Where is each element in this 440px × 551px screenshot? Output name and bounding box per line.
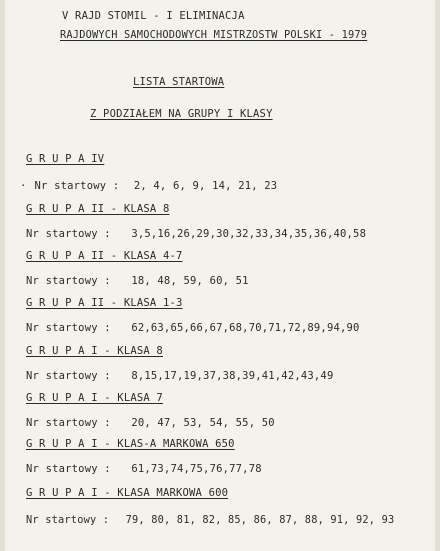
start-numbers: 79, 80, 81, 82, 85, 86, 87, 88, 91, 92, 93 bbox=[125, 514, 395, 526]
start-numbers: 3,5,16,26,29,30,32,33,34,35,36,40,58 bbox=[131, 228, 367, 240]
start-number-row bbox=[26, 463, 262, 475]
start-number-label: Nr startowy : bbox=[26, 417, 111, 429]
start-numbers: 2, 4, 6, 9, 14, 21, 23 bbox=[133, 180, 278, 192]
start-number-label: Nr startowy : bbox=[26, 228, 111, 240]
start-numbers: 18, 48, 59, 60, 51 bbox=[131, 275, 249, 287]
group-heading: G R U P A I - KLASA 7 bbox=[26, 392, 163, 404]
group-heading: G R U P A I - KLASA MARKOWA 600 bbox=[26, 487, 229, 499]
group-heading: G R U P A I - KLASA 8 bbox=[26, 345, 163, 357]
group-heading: G R U P A II - KLASA 1-3 bbox=[26, 297, 183, 309]
list-subtitle: Z PODZIAŁEM NA GRUPY I KLASY bbox=[90, 108, 273, 120]
start-number-row bbox=[26, 228, 366, 240]
group-heading: G R U P A IV bbox=[26, 153, 105, 165]
header-line-2: RAJDOWYCH SAMOCHODOWYCH MISTRZOSTW POLSKI - 1979 bbox=[60, 29, 368, 41]
start-numbers: 20, 47, 53, 54, 55, 50 bbox=[131, 417, 275, 429]
start-numbers: 62,63,65,66,67,68,70,71,72,89,94,90 bbox=[131, 322, 360, 334]
start-number-row bbox=[26, 275, 249, 287]
start-number-row bbox=[26, 417, 275, 429]
right-page-edge bbox=[435, 0, 440, 551]
left-page-edge bbox=[0, 0, 5, 551]
start-number-label: Nr startowy : bbox=[26, 514, 110, 526]
group-heading: G R U P A II - KLASA 8 bbox=[26, 203, 170, 215]
list-title: LISTA STARTOWA bbox=[133, 76, 225, 88]
start-number-label: Nr startowy : bbox=[26, 370, 111, 382]
start-numbers: 8,15,17,19,37,38,39,41,42,43,49 bbox=[131, 370, 334, 382]
start-number-label: Nr startowy : bbox=[26, 275, 111, 287]
group-heading: G R U P A II - KLASA 4-7 bbox=[26, 250, 183, 262]
start-number-row bbox=[26, 370, 333, 382]
start-number-label: Nr startowy : bbox=[34, 180, 120, 192]
start-number-row bbox=[26, 322, 360, 334]
start-number-label: Nr startowy : bbox=[26, 322, 111, 334]
start-number-row bbox=[26, 514, 394, 526]
group-heading: G R U P A I - KLAS-A MARKOWA 650 bbox=[26, 438, 235, 450]
header-line-1: V RAJD STOMIL - I ELIMINACJA bbox=[62, 10, 245, 22]
start-number-label: Nr startowy : bbox=[26, 463, 111, 475]
start-number-row: · Nr startowy : 2, 4, 6, 9, 14, 21, 23 bbox=[20, 180, 278, 192]
start-numbers: 61,73,74,75,76,77,78 bbox=[131, 463, 262, 475]
